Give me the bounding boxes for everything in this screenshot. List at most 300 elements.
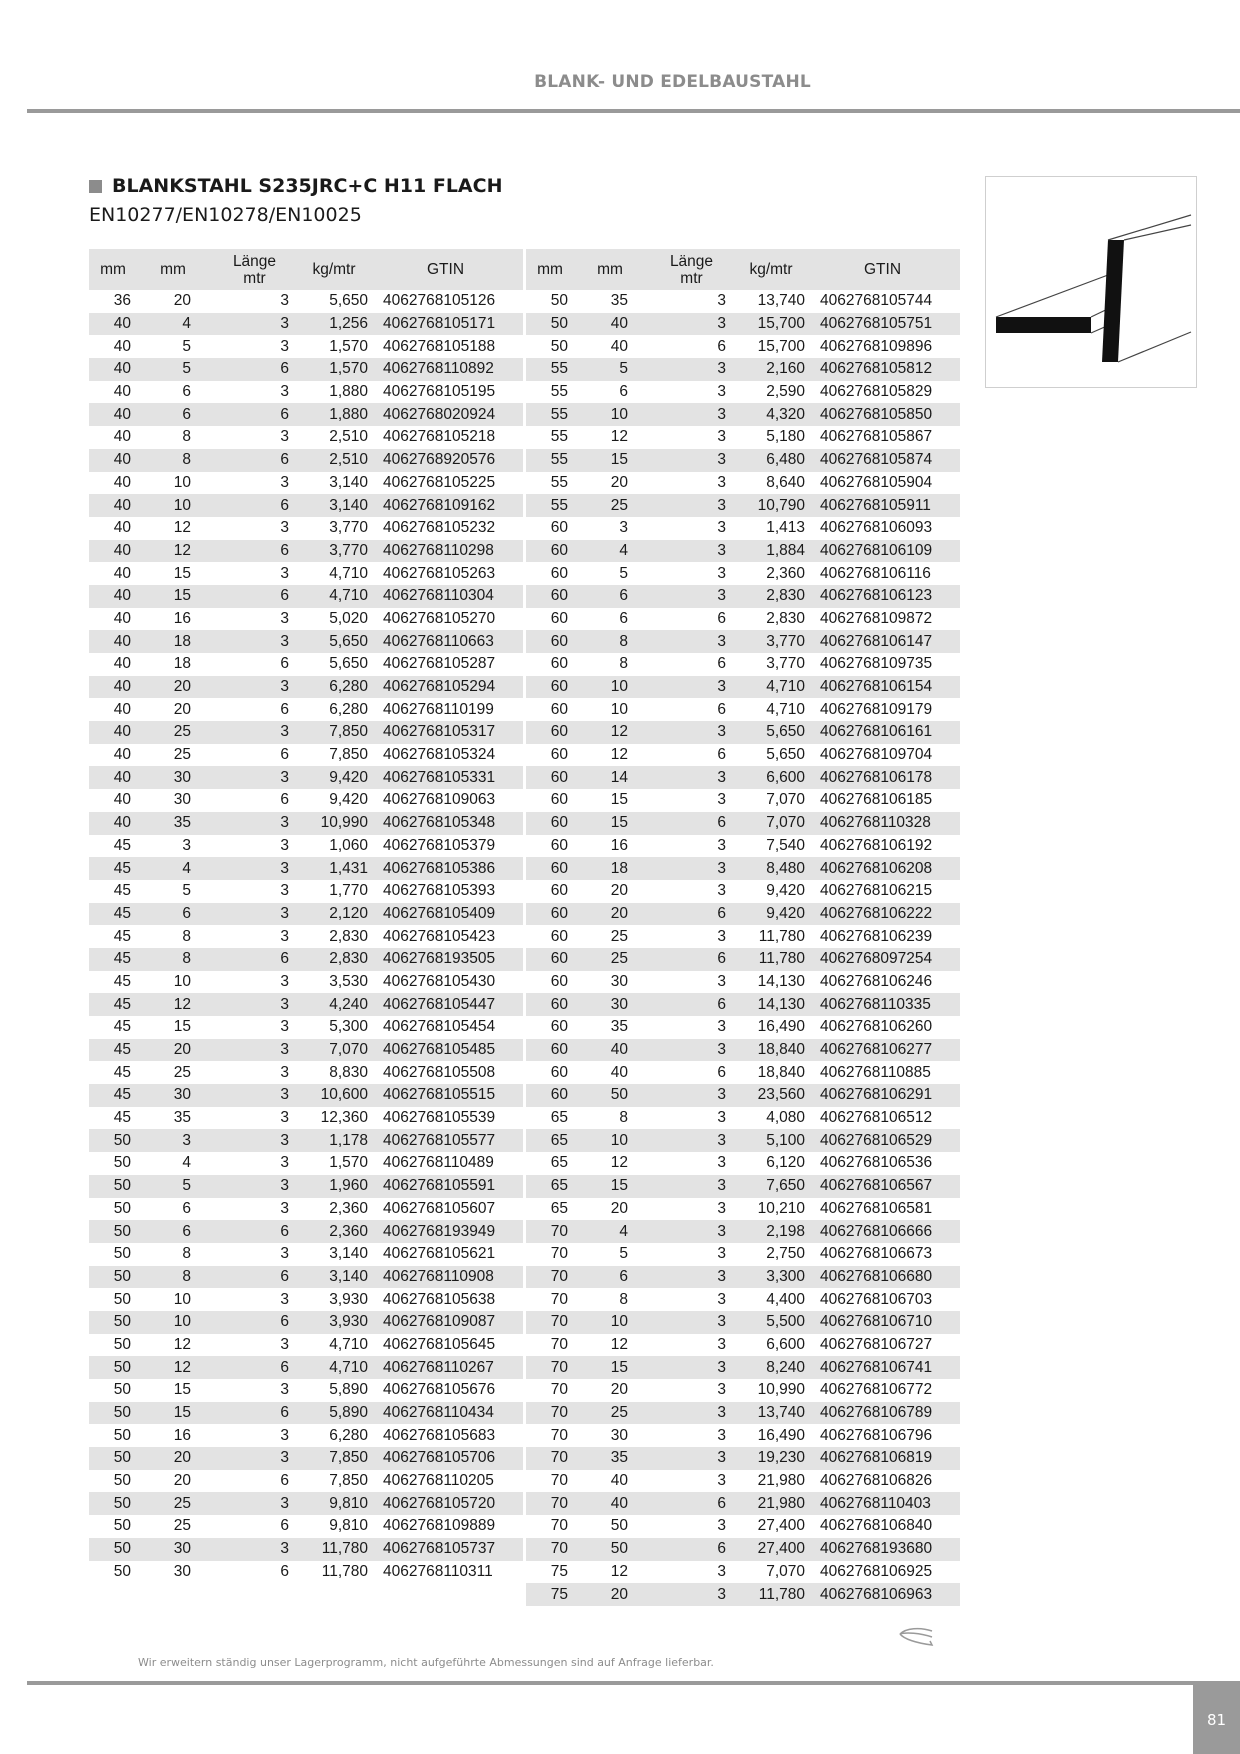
cell-weight: 3,300 bbox=[737, 1266, 805, 1289]
cell-weight: 8,830 bbox=[329, 1063, 368, 1081]
header-length-label: Länge bbox=[232, 252, 277, 270]
cell-thickness: 6 bbox=[182, 1199, 191, 1217]
cell-thickness: 15 bbox=[173, 564, 191, 582]
table-header-row bbox=[526, 249, 960, 290]
cell-gtin: 4062768106222 bbox=[805, 903, 960, 926]
cell-weight: 21,980 bbox=[757, 1472, 805, 1490]
cell-width: 55 bbox=[526, 494, 574, 517]
cell-gtin: 4062768106666 bbox=[805, 1220, 960, 1243]
cell-weight: 9,420 bbox=[329, 791, 368, 809]
cell-gtin: 4062768105270 bbox=[383, 609, 496, 627]
cell-width: 60 bbox=[550, 609, 568, 627]
cell-weight: 6,280 bbox=[300, 676, 368, 699]
cell-weight: 27,400 bbox=[757, 1517, 805, 1535]
cell-width: 45 bbox=[113, 1063, 131, 1081]
cell-thickness: 20 bbox=[574, 1583, 646, 1606]
cell-thickness: 8 bbox=[182, 428, 191, 446]
cell-gtin: 4062768109704 bbox=[820, 746, 933, 764]
table-row bbox=[89, 381, 523, 404]
table-row bbox=[526, 1492, 960, 1515]
cell-weight: 14,130 bbox=[737, 993, 805, 1016]
cell-width: 40 bbox=[113, 746, 131, 764]
cell-thickness: 40 bbox=[574, 1492, 646, 1515]
cell-thickness: 50 bbox=[610, 1517, 628, 1535]
cell-width: 70 bbox=[526, 1220, 574, 1243]
table-row bbox=[89, 948, 523, 971]
cell-width: 60 bbox=[550, 519, 568, 537]
cell-thickness: 30 bbox=[610, 1426, 628, 1444]
cell-weight: 4,710 bbox=[329, 1335, 368, 1353]
cell-gtin: 4062768106536 bbox=[820, 1154, 933, 1172]
table-row bbox=[89, 880, 523, 903]
cell-length: 3 bbox=[280, 972, 289, 990]
cell-gtin: 4062768110311 bbox=[383, 1562, 493, 1580]
cell-gtin: 4062768106185 bbox=[820, 791, 933, 809]
cell-length: 3 bbox=[646, 1311, 737, 1334]
flat-bar-cross-section-icon bbox=[986, 177, 1196, 387]
cell-length: 3 bbox=[646, 1084, 737, 1107]
cell-width: 60 bbox=[550, 1063, 568, 1081]
cell-width: 40 bbox=[89, 540, 137, 563]
page-header-title: BLANK- UND EDELBAUSTAHL bbox=[534, 72, 811, 92]
cell-width: 50 bbox=[113, 1517, 131, 1535]
table-row bbox=[526, 903, 960, 926]
cell-gtin: 4062768110298 bbox=[368, 540, 523, 563]
cell-weight: 10,990 bbox=[757, 1381, 805, 1399]
cell-weight: 3,140 bbox=[300, 494, 368, 517]
cell-weight: 10,600 bbox=[300, 1084, 368, 1107]
table-row bbox=[89, 1538, 523, 1561]
cell-width: 40 bbox=[113, 655, 131, 673]
cell-length: 3 bbox=[717, 1472, 726, 1490]
table-row bbox=[526, 1561, 960, 1584]
cell-weight: 7,070 bbox=[300, 1039, 368, 1062]
page-turn-arrow-icon[interactable] bbox=[896, 1625, 934, 1647]
cell-thickness: 30 bbox=[137, 766, 209, 789]
cell-gtin: 4062768106567 bbox=[805, 1175, 960, 1198]
cell-weight: 10,790 bbox=[737, 494, 805, 517]
cell-thickness: 12 bbox=[137, 540, 209, 563]
cell-length: 3 bbox=[646, 1175, 737, 1198]
cell-gtin: 4062768105539 bbox=[383, 1109, 496, 1127]
cell-length: 3 bbox=[646, 857, 737, 880]
cell-thickness: 8 bbox=[182, 1245, 191, 1263]
cell-thickness: 30 bbox=[137, 1084, 209, 1107]
cell-length: 3 bbox=[646, 1039, 737, 1062]
cell-width: 70 bbox=[526, 1447, 574, 1470]
cell-gtin: 4062768106741 bbox=[805, 1356, 960, 1379]
cell-length: 3 bbox=[646, 540, 737, 563]
cell-length: 6 bbox=[209, 1266, 300, 1289]
cell-thickness: 5 bbox=[137, 358, 209, 381]
table-row bbox=[89, 426, 523, 449]
cell-width: 40 bbox=[89, 313, 137, 336]
cell-width: 70 bbox=[550, 1517, 568, 1535]
cell-weight: 5,650 bbox=[737, 721, 805, 744]
table-row bbox=[89, 494, 523, 517]
cell-gtin: 4062768105454 bbox=[383, 1018, 496, 1036]
cell-width: 60 bbox=[526, 676, 574, 699]
table-row bbox=[89, 608, 523, 631]
cell-weight: 1,060 bbox=[329, 836, 368, 854]
table-row bbox=[526, 562, 960, 585]
cell-width: 60 bbox=[526, 993, 574, 1016]
cell-weight: 21,980 bbox=[737, 1492, 805, 1515]
footer-divider bbox=[27, 1681, 1240, 1685]
table-row bbox=[89, 1402, 523, 1425]
cell-weight: 2,120 bbox=[300, 903, 368, 926]
cell-weight: 4,710 bbox=[300, 585, 368, 608]
cell-width: 50 bbox=[89, 1175, 137, 1198]
table-row bbox=[89, 1561, 523, 1584]
cell-length: 6 bbox=[209, 1402, 300, 1425]
cell-gtin: 4062768105706 bbox=[368, 1447, 523, 1470]
cell-weight: 2,198 bbox=[737, 1220, 805, 1243]
cell-weight: 23,560 bbox=[737, 1084, 805, 1107]
cell-weight: 8,240 bbox=[737, 1356, 805, 1379]
cell-weight: 2,360 bbox=[329, 1199, 368, 1217]
cell-weight: 2,160 bbox=[737, 358, 805, 381]
cell-weight: 3,770 bbox=[737, 630, 805, 653]
cell-gtin: 4062768105751 bbox=[805, 313, 960, 336]
cell-gtin: 4062768105348 bbox=[368, 812, 523, 835]
cell-weight: 2,590 bbox=[766, 383, 805, 401]
cell-width: 70 bbox=[526, 1402, 574, 1425]
cell-length: 3 bbox=[209, 1492, 300, 1515]
cell-width: 50 bbox=[89, 1492, 137, 1515]
cell-width: 50 bbox=[89, 1311, 137, 1334]
cell-gtin: 4062768105324 bbox=[383, 746, 496, 764]
cell-gtin: 4062768105812 bbox=[805, 358, 960, 381]
cell-gtin: 4062768106154 bbox=[805, 676, 960, 699]
cell-length: 3 bbox=[717, 1426, 726, 1444]
table-row bbox=[89, 971, 523, 994]
cell-thickness: 10 bbox=[173, 972, 191, 990]
cell-width: 70 bbox=[550, 1335, 568, 1353]
header-gtin: GTIN bbox=[368, 249, 523, 290]
cell-gtin: 4062768105867 bbox=[820, 428, 933, 446]
cell-length: 3 bbox=[717, 473, 726, 491]
cell-length: 6 bbox=[646, 1492, 737, 1515]
cell-thickness: 6 bbox=[574, 585, 646, 608]
section-title-text: BLANKSTAHL S235JRC+C H11 FLACH bbox=[112, 175, 503, 197]
cell-gtin: 4062768105638 bbox=[383, 1290, 496, 1308]
cell-gtin: 4062768109872 bbox=[820, 609, 933, 627]
cell-gtin: 4062768106581 bbox=[820, 1199, 933, 1217]
cell-weight: 7,070 bbox=[737, 812, 805, 835]
table-body-left bbox=[89, 290, 523, 1583]
cell-thickness: 30 bbox=[610, 972, 628, 990]
table-row bbox=[89, 1424, 523, 1447]
cell-gtin: 4062768109162 bbox=[368, 494, 523, 517]
cell-width: 45 bbox=[113, 836, 131, 854]
cell-width: 65 bbox=[526, 1129, 574, 1152]
cell-width: 40 bbox=[89, 721, 137, 744]
cell-gtin: 4062768109179 bbox=[820, 700, 933, 718]
cell-width: 75 bbox=[526, 1583, 574, 1606]
table-row bbox=[89, 903, 523, 926]
cell-weight: 27,400 bbox=[737, 1538, 805, 1561]
cell-weight: 5,500 bbox=[737, 1311, 805, 1334]
cell-weight: 5,650 bbox=[329, 655, 368, 673]
table-row bbox=[526, 1016, 960, 1039]
cell-gtin: 4062768109889 bbox=[383, 1517, 496, 1535]
cell-width: 50 bbox=[89, 1266, 137, 1289]
cell-gtin: 4062768105188 bbox=[383, 337, 496, 355]
cell-length: 3 bbox=[209, 1039, 300, 1062]
cell-width: 60 bbox=[550, 836, 568, 854]
table-row bbox=[526, 857, 960, 880]
cell-length: 3 bbox=[280, 1335, 289, 1353]
cell-thickness: 12 bbox=[137, 993, 209, 1016]
cell-weight: 10,990 bbox=[300, 812, 368, 835]
cell-length: 3 bbox=[717, 1381, 726, 1399]
table-row bbox=[526, 403, 960, 426]
header-thickness-mm: mm bbox=[574, 249, 646, 290]
table-row bbox=[89, 993, 523, 1016]
table-row bbox=[526, 721, 960, 744]
cell-width: 45 bbox=[113, 1109, 131, 1127]
cell-width: 40 bbox=[113, 791, 131, 809]
cell-weight: 3,140 bbox=[329, 473, 368, 491]
cell-width: 70 bbox=[526, 1266, 574, 1289]
cell-width: 60 bbox=[526, 948, 574, 971]
cell-length: 3 bbox=[209, 1447, 300, 1470]
cell-weight: 2,830 bbox=[329, 927, 368, 945]
cell-width: 50 bbox=[113, 1381, 131, 1399]
cell-gtin: 4062768110335 bbox=[805, 993, 960, 1016]
cell-gtin: 4062768106703 bbox=[820, 1290, 933, 1308]
cell-width: 50 bbox=[89, 1447, 137, 1470]
cell-weight: 7,070 bbox=[766, 1562, 805, 1580]
cell-weight: 1,178 bbox=[300, 1129, 368, 1152]
cell-thickness: 8 bbox=[182, 927, 191, 945]
cell-length: 6 bbox=[209, 449, 300, 472]
cell-weight: 6,600 bbox=[737, 766, 805, 789]
cell-width: 40 bbox=[113, 473, 131, 491]
cell-weight: 4,710 bbox=[737, 676, 805, 699]
footer-note: Wir erweitern ständig unser Lagerprogramm, nicht aufgeführte Abmessungen sind auf Anfrage lieferbar. bbox=[138, 1656, 714, 1669]
cell-gtin: 4062768105737 bbox=[368, 1538, 523, 1561]
table-row bbox=[89, 1061, 523, 1084]
table-row bbox=[526, 1107, 960, 1130]
cell-weight: 11,780 bbox=[737, 948, 805, 971]
cell-length: 6 bbox=[717, 700, 726, 718]
cell-gtin: 4062768105904 bbox=[820, 473, 933, 491]
cell-gtin: 4062768106291 bbox=[805, 1084, 960, 1107]
cell-width: 60 bbox=[550, 791, 568, 809]
cell-length: 3 bbox=[717, 519, 726, 537]
table-row bbox=[89, 313, 523, 336]
cell-gtin: 4062768105393 bbox=[383, 882, 496, 900]
cell-thickness: 25 bbox=[574, 1402, 646, 1425]
cell-length: 6 bbox=[209, 948, 300, 971]
cell-thickness: 40 bbox=[610, 1063, 628, 1081]
cell-thickness: 10 bbox=[574, 1311, 646, 1334]
cell-weight: 2,360 bbox=[300, 1220, 368, 1243]
cell-thickness: 35 bbox=[173, 1109, 191, 1127]
cell-thickness: 14 bbox=[574, 766, 646, 789]
cell-thickness: 20 bbox=[173, 700, 191, 718]
cell-thickness: 8 bbox=[619, 1290, 628, 1308]
cell-weight: 2,510 bbox=[300, 449, 368, 472]
section-subtitle: EN10277/EN10278/EN10025 bbox=[89, 204, 362, 226]
cell-weight: 5,890 bbox=[329, 1381, 368, 1399]
cell-width: 40 bbox=[113, 609, 131, 627]
cell-thickness: 35 bbox=[137, 812, 209, 835]
cell-length: 3 bbox=[280, 292, 289, 310]
cell-gtin: 4062768193949 bbox=[368, 1220, 523, 1243]
cell-thickness: 15 bbox=[574, 1356, 646, 1379]
cell-thickness: 40 bbox=[574, 313, 646, 336]
cell-thickness: 12 bbox=[574, 721, 646, 744]
cell-weight: 16,490 bbox=[757, 1426, 805, 1444]
cell-width: 60 bbox=[550, 1018, 568, 1036]
cell-gtin: 4062768105621 bbox=[383, 1245, 496, 1263]
cell-length: 6 bbox=[646, 948, 737, 971]
cell-width: 45 bbox=[89, 948, 137, 971]
table-row bbox=[526, 1515, 960, 1538]
cell-thickness: 20 bbox=[610, 882, 628, 900]
cell-length: 3 bbox=[280, 1109, 289, 1127]
table-row bbox=[526, 426, 960, 449]
cell-width: 40 bbox=[113, 564, 131, 582]
cell-width: 60 bbox=[550, 927, 568, 945]
table-row bbox=[526, 1266, 960, 1289]
cell-gtin: 4062768105911 bbox=[805, 494, 960, 517]
cell-gtin: 4062768110663 bbox=[368, 630, 523, 653]
cell-weight: 19,230 bbox=[737, 1447, 805, 1470]
cell-weight: 10,210 bbox=[757, 1199, 805, 1217]
cell-length: 3 bbox=[280, 1018, 289, 1036]
cell-width: 40 bbox=[113, 519, 131, 537]
cell-thickness: 50 bbox=[574, 1084, 646, 1107]
table-row bbox=[526, 1198, 960, 1221]
table-row bbox=[526, 472, 960, 495]
cell-length: 3 bbox=[280, 1245, 289, 1263]
cell-thickness: 50 bbox=[574, 1538, 646, 1561]
cell-weight: 1,570 bbox=[329, 1154, 368, 1172]
cell-weight: 13,740 bbox=[757, 292, 805, 310]
cell-length: 3 bbox=[646, 403, 737, 426]
cell-width: 50 bbox=[113, 1426, 131, 1444]
cell-length: 6 bbox=[280, 655, 289, 673]
cell-length: 6 bbox=[280, 1517, 289, 1535]
cell-length: 6 bbox=[280, 1562, 289, 1580]
table-row bbox=[89, 1266, 523, 1289]
cell-gtin: 4062768105232 bbox=[383, 519, 496, 537]
cell-length: 6 bbox=[209, 1311, 300, 1334]
cell-weight: 4,080 bbox=[766, 1109, 805, 1127]
cell-gtin: 4062768109735 bbox=[820, 655, 933, 673]
cell-thickness: 12 bbox=[610, 746, 628, 764]
cell-thickness: 12 bbox=[137, 1356, 209, 1379]
cell-gtin: 4062768105195 bbox=[383, 383, 496, 401]
table-row bbox=[89, 1379, 523, 1402]
cell-weight: 5,650 bbox=[300, 630, 368, 653]
cell-length: 6 bbox=[717, 655, 726, 673]
cell-thickness: 25 bbox=[173, 1063, 191, 1081]
cell-length: 3 bbox=[717, 1562, 726, 1580]
cell-gtin: 4062768106116 bbox=[820, 564, 931, 582]
cell-thickness: 5 bbox=[182, 882, 191, 900]
cell-gtin: 4062768109896 bbox=[820, 337, 933, 355]
cell-weight: 6,280 bbox=[329, 700, 368, 718]
table-row bbox=[89, 812, 523, 835]
cell-gtin: 4062768106925 bbox=[820, 1562, 933, 1580]
cell-gtin: 4062768105386 bbox=[368, 857, 523, 880]
header-length-unit: mtr bbox=[680, 269, 703, 287]
table-row bbox=[526, 313, 960, 336]
cell-gtin: 4062768105379 bbox=[383, 836, 496, 854]
cell-length: 3 bbox=[717, 428, 726, 446]
cell-thickness: 35 bbox=[610, 292, 628, 310]
cell-width: 40 bbox=[89, 585, 137, 608]
cell-thickness: 20 bbox=[137, 676, 209, 699]
cell-thickness: 10 bbox=[574, 1129, 646, 1152]
cell-thickness: 8 bbox=[619, 1109, 628, 1127]
cell-weight: 9,420 bbox=[737, 903, 805, 926]
cell-width: 65 bbox=[526, 1175, 574, 1198]
cell-length: 3 bbox=[646, 494, 737, 517]
cell-length: 6 bbox=[280, 700, 289, 718]
table-row bbox=[526, 517, 960, 540]
table-row bbox=[526, 698, 960, 721]
table-row bbox=[526, 676, 960, 699]
cell-length: 3 bbox=[209, 812, 300, 835]
cell-gtin: 4062768105607 bbox=[383, 1199, 496, 1217]
table-row bbox=[526, 835, 960, 858]
cell-thickness: 35 bbox=[610, 1018, 628, 1036]
cell-length: 3 bbox=[646, 721, 737, 744]
table-row bbox=[526, 948, 960, 971]
table-row bbox=[89, 789, 523, 812]
cell-length: 3 bbox=[646, 766, 737, 789]
table-row bbox=[526, 1061, 960, 1084]
cell-weight: 1,880 bbox=[329, 383, 368, 401]
cell-thickness: 12 bbox=[610, 1335, 628, 1353]
cell-weight: 18,840 bbox=[757, 1063, 805, 1081]
cell-thickness: 6 bbox=[137, 403, 209, 426]
cell-weight: 1,256 bbox=[300, 313, 368, 336]
table-row bbox=[89, 925, 523, 948]
table-row bbox=[89, 653, 523, 676]
cell-weight: 3,770 bbox=[766, 655, 805, 673]
cell-gtin: 4062768110885 bbox=[820, 1063, 931, 1081]
cell-gtin: 4062768106178 bbox=[805, 766, 960, 789]
cell-length: 3 bbox=[646, 313, 737, 336]
cell-gtin: 4062768109063 bbox=[383, 791, 496, 809]
table-row bbox=[526, 540, 960, 563]
cell-gtin: 4062768105683 bbox=[383, 1426, 496, 1444]
cell-width: 70 bbox=[550, 1245, 568, 1263]
table-row bbox=[89, 449, 523, 472]
cell-width: 65 bbox=[550, 1154, 568, 1172]
cell-width: 40 bbox=[89, 676, 137, 699]
cell-width: 60 bbox=[550, 746, 568, 764]
cell-width: 40 bbox=[113, 428, 131, 446]
cell-width: 45 bbox=[113, 882, 131, 900]
cell-weight: 9,420 bbox=[300, 766, 368, 789]
table-header-row bbox=[89, 249, 523, 290]
section-title bbox=[89, 175, 502, 197]
cell-weight: 5,890 bbox=[300, 1402, 368, 1425]
cell-thickness: 20 bbox=[610, 473, 628, 491]
cell-weight: 3,770 bbox=[329, 519, 368, 537]
cell-gtin: 4062768106093 bbox=[820, 519, 933, 537]
table-row bbox=[89, 1129, 523, 1152]
cell-thickness: 10 bbox=[137, 1311, 209, 1334]
